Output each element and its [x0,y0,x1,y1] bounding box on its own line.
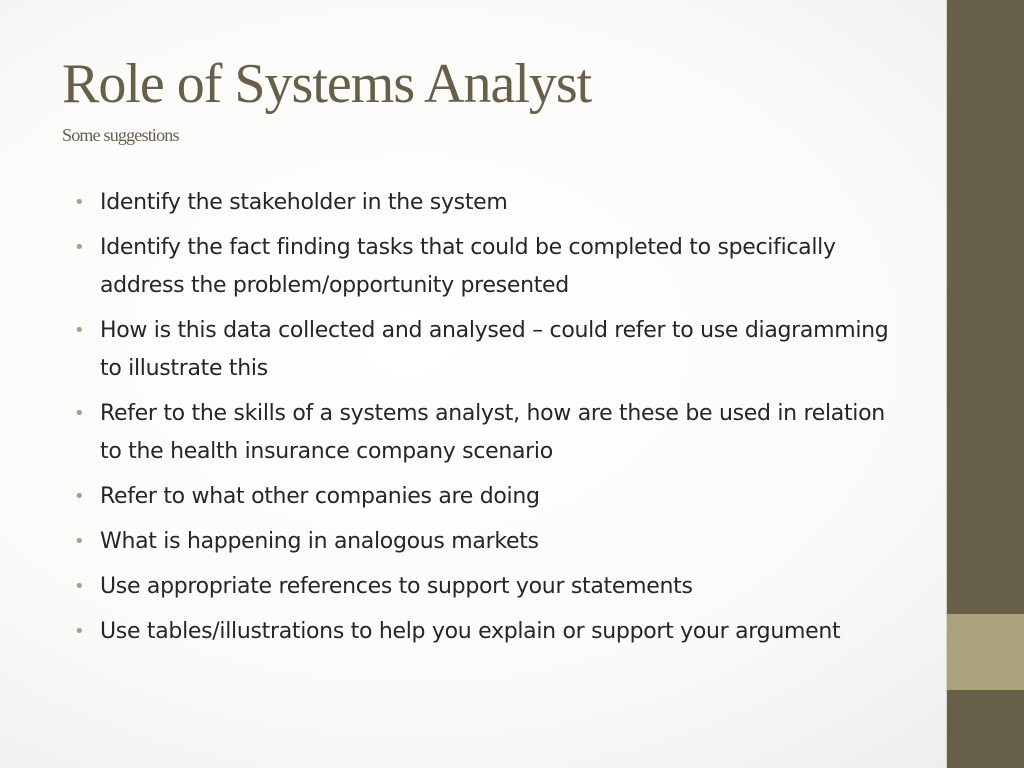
bullet-text: Refer to the skills of a systems analyst, how are these be used in relation to the health insurance company scenario [100,401,885,464]
bullet-item [74,229,894,305]
bullet-list [74,184,894,658]
bullet-text: How is this data collected and analysed – could refer to use diagramming to illustrate this [100,318,889,381]
bullet-item [74,523,894,561]
slide-subtitle: Some suggestions [62,125,179,145]
bullet-item [74,395,894,471]
bullet-item [74,478,894,516]
side-accent-block [946,614,1024,690]
bullet-text: Identify the stakeholder in the system [100,190,508,215]
bullet-text: Refer to what other companies are doing [100,484,540,509]
bullet-item [74,613,894,651]
bullet-icon: • [74,531,85,552]
bullet-item [74,184,894,222]
bullet-icon: • [74,486,85,507]
bullet-text: Identify the fact finding tasks that could be completed to specifically address the problem/opportunity presented [100,235,836,298]
bullet-text: What is happening in analogous markets [100,529,539,554]
bullet-icon: • [74,576,85,597]
bullet-icon: • [74,621,85,642]
bullet-text: Use appropriate references to support your statements [100,574,693,599]
bullet-item [74,568,894,606]
bullet-icon: • [74,192,85,213]
bullet-icon: • [74,237,85,258]
side-divider [946,0,947,768]
bullet-text: Use tables/illustrations to help you explain or support your argument [100,619,841,644]
slide-title: Role of Systems Analyst [62,53,592,115]
bullet-icon: • [74,403,85,424]
bullet-item [74,312,894,388]
bullet-icon: • [74,320,85,341]
